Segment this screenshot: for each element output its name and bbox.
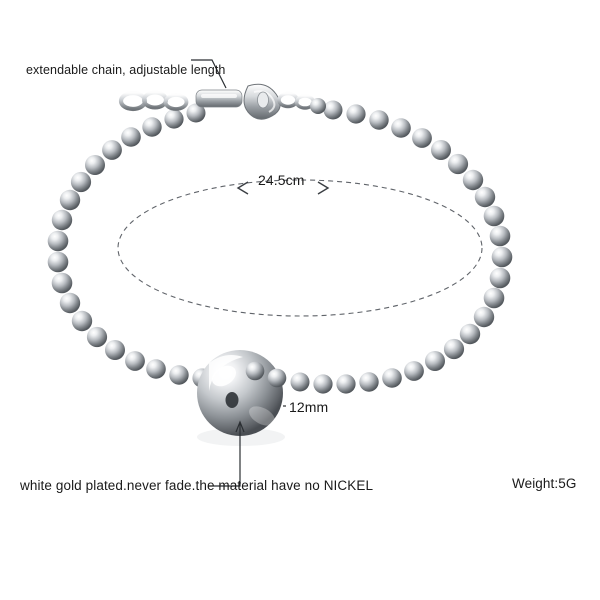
length-arrow-right-icon xyxy=(318,182,328,194)
annotation-extendable-chain: extendable chain, adjustable length xyxy=(26,63,226,77)
bead-chain xyxy=(48,101,513,394)
annotation-weight: Weight:5G xyxy=(512,476,577,491)
pendant-bead xyxy=(197,350,286,446)
length-guide-ellipse xyxy=(118,180,482,316)
annotation-bead-size: 12mm xyxy=(289,399,329,415)
annotation-material: white gold plated.never fade.the material have no NICKEL xyxy=(20,478,374,493)
annotation-length: 24.5cm xyxy=(258,172,305,188)
extendable-clasp xyxy=(121,84,326,119)
